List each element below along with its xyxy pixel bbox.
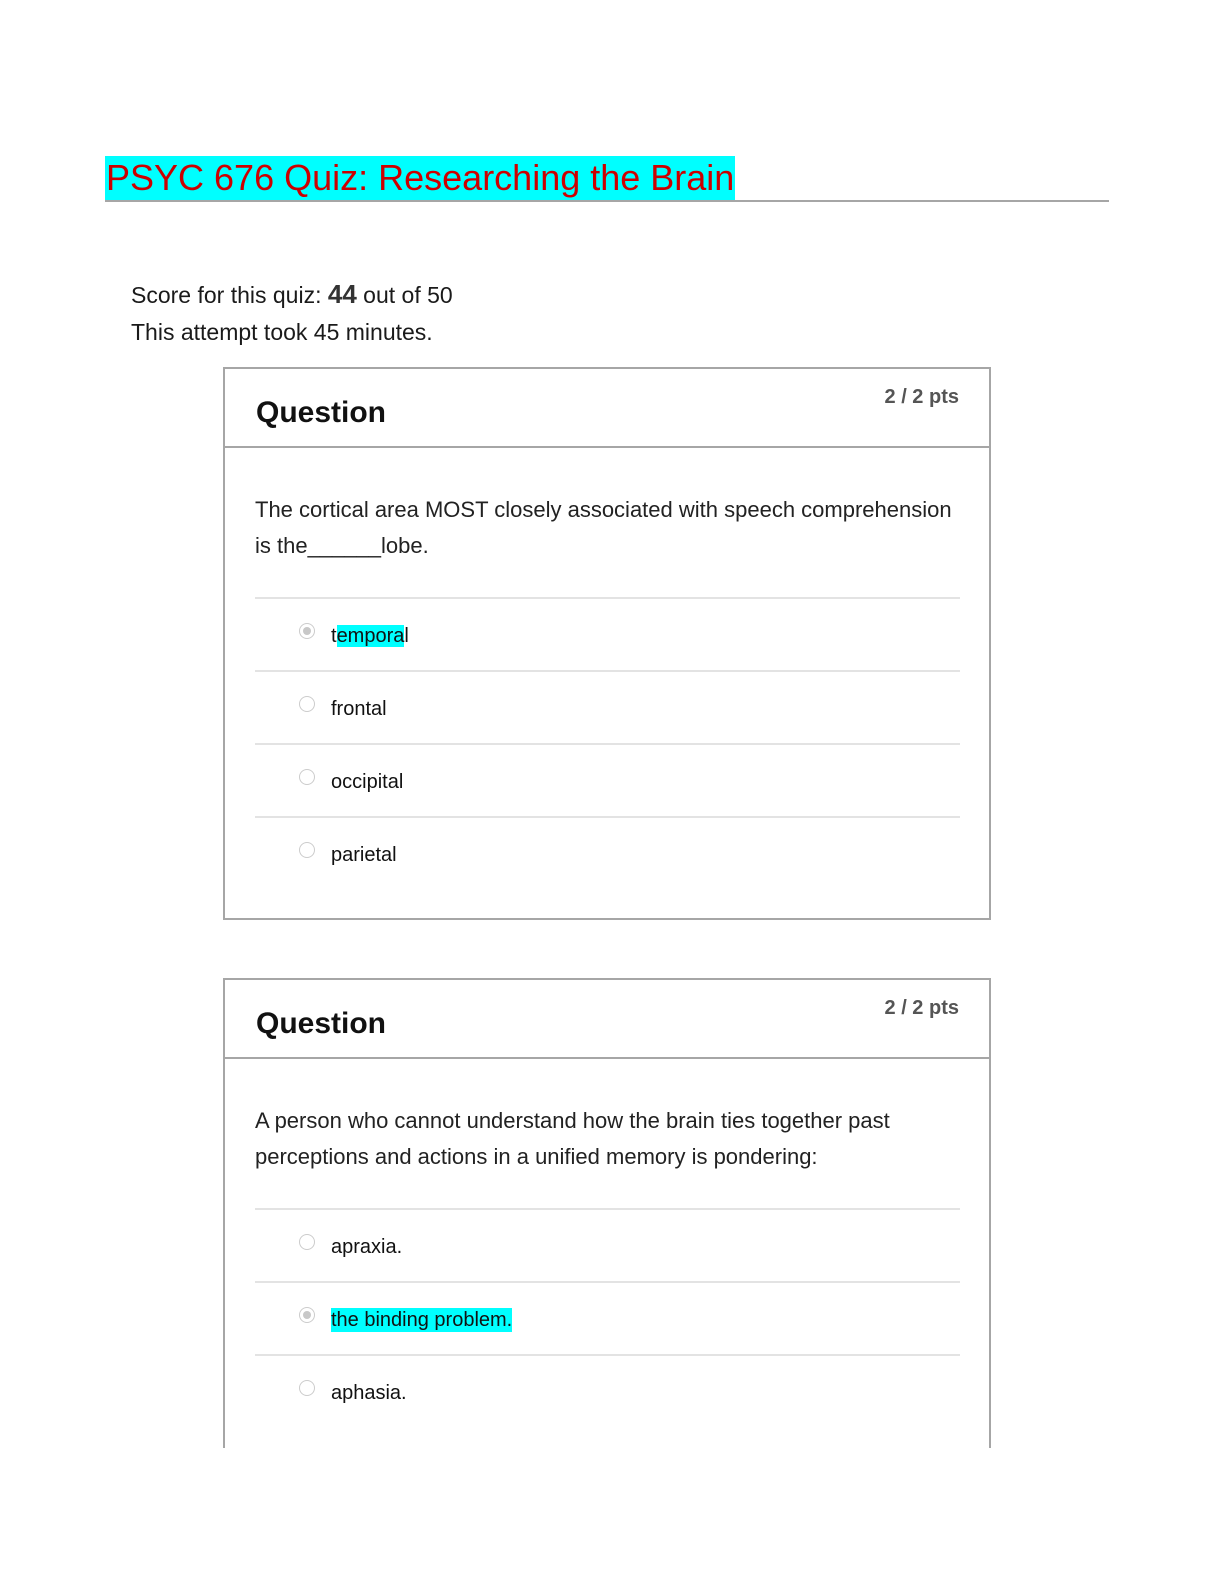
question-card-2 bbox=[223, 978, 991, 1448]
answer-label-highlight: empora bbox=[336, 625, 405, 647]
answer-label: apraxia. bbox=[331, 1236, 403, 1258]
answer-label: frontal bbox=[331, 698, 387, 720]
question-header bbox=[225, 369, 989, 448]
question-points: 2 / 2 pts bbox=[884, 386, 959, 408]
question-card-1 bbox=[223, 367, 991, 920]
answer-label: aphasia. bbox=[331, 1382, 407, 1404]
answer-label bbox=[331, 624, 409, 648]
page-title: PSYC 676 Quiz: Researching the Brain bbox=[106, 157, 735, 198]
answer-option[interactable] bbox=[255, 1356, 960, 1427]
question-text: A person who cannot understand how the brain ties together past perceptions and actions in a unified memory is pondering: bbox=[255, 1059, 960, 1210]
quiz-meta bbox=[131, 276, 453, 351]
radio-button[interactable] bbox=[299, 1380, 315, 1396]
score-value: 44 bbox=[327, 279, 357, 309]
answer-label-part: t bbox=[331, 625, 337, 647]
question-heading: Question bbox=[256, 396, 387, 429]
answer-option[interactable] bbox=[255, 1210, 960, 1283]
question-body bbox=[225, 448, 989, 918]
radio-button[interactable] bbox=[299, 842, 315, 858]
title-rule bbox=[105, 156, 1109, 202]
score-line bbox=[131, 276, 453, 314]
question-header bbox=[225, 980, 989, 1059]
question-points: 2 / 2 pts bbox=[884, 997, 959, 1019]
question-heading: Question bbox=[256, 1007, 387, 1040]
question-body bbox=[225, 1059, 989, 1427]
answer-option[interactable] bbox=[255, 1283, 960, 1356]
radio-button[interactable] bbox=[299, 769, 315, 785]
radio-button[interactable] bbox=[299, 1234, 315, 1250]
answer-label-highlight: the binding problem. bbox=[331, 1309, 513, 1331]
radio-button-selected[interactable] bbox=[299, 623, 315, 639]
radio-button-selected[interactable] bbox=[299, 1307, 315, 1323]
score-suffix: out of 50 bbox=[356, 282, 453, 308]
score-prefix: Score for this quiz: bbox=[131, 282, 328, 308]
answer-label-part: l bbox=[404, 625, 409, 647]
answer-option[interactable] bbox=[255, 672, 960, 745]
answer-option[interactable] bbox=[255, 745, 960, 818]
answer-label: parietal bbox=[331, 844, 397, 866]
answer-option[interactable] bbox=[255, 599, 960, 672]
question-text: The cortical area MOST closely associated with speech comprehension is the______lobe. bbox=[255, 448, 960, 599]
radio-button[interactable] bbox=[299, 696, 315, 712]
answer-label: occipital bbox=[331, 771, 404, 793]
answer-option[interactable] bbox=[255, 818, 960, 918]
attempt-line: This attempt took 45 minutes. bbox=[131, 319, 433, 345]
